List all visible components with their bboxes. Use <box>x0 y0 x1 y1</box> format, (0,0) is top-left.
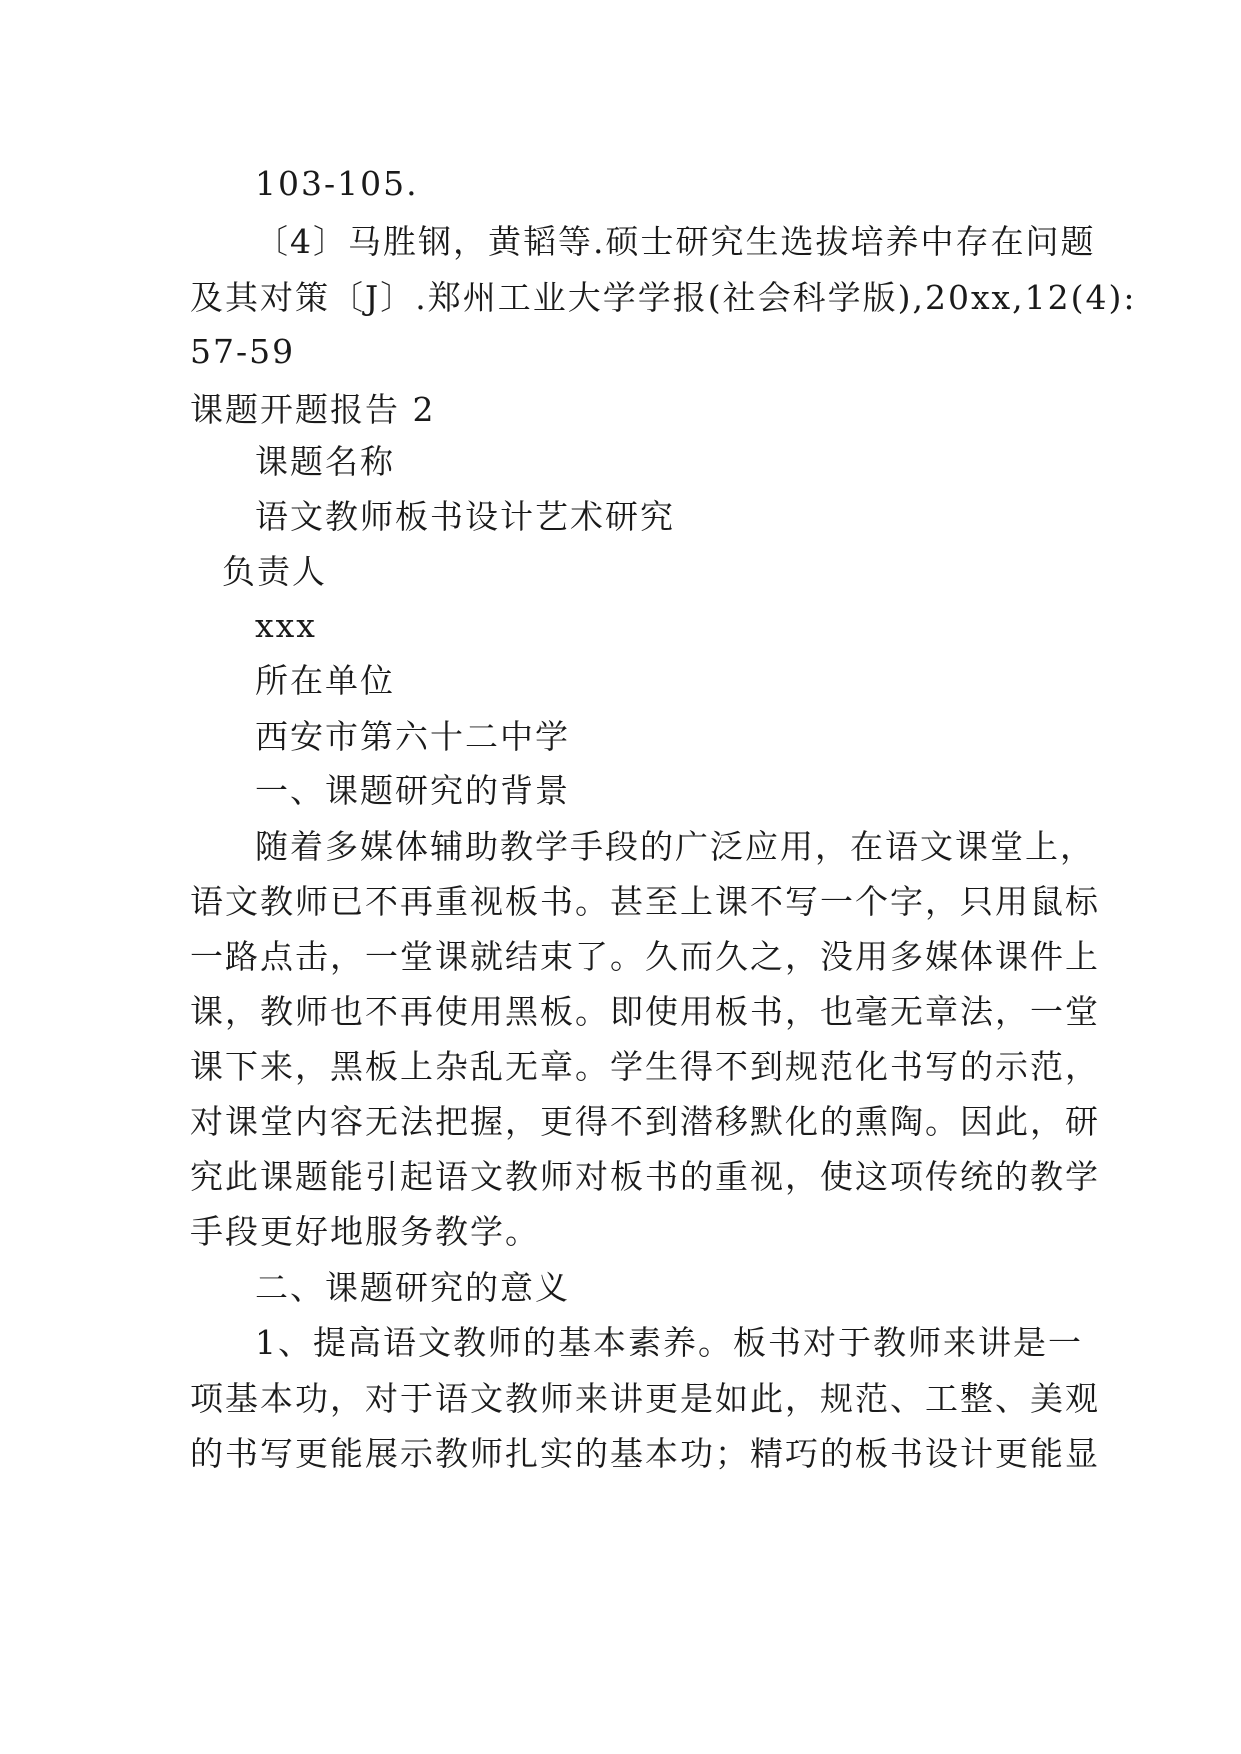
paragraph-line: 课下来，黑板上杂乱无章。学生得不到规范化书写的示范， <box>190 1047 1100 1086</box>
reference-entry-4: 〔4〕马胜钢，黄韬等.硕士研究生选拔培养中存在问题 <box>255 222 1096 261</box>
topic-name-value: 语文教师板书设计艺术研究 <box>255 497 675 536</box>
paragraph-line: 语文教师已不再重视板书。甚至上课不写一个字，只用鼠标 <box>190 882 1100 921</box>
topic-name-label: 课题名称 <box>255 442 395 481</box>
reference-entry-4-pages: 57-59 <box>190 332 296 371</box>
paragraph-line: 究此课题能引起语文教师对板书的重视，使这项传统的教学 <box>190 1157 1100 1196</box>
owner-value: xxx <box>255 606 317 645</box>
paragraph-line: 手段更好地服务教学。 <box>190 1212 540 1251</box>
section-heading-significance: 二、课题研究的意义 <box>255 1268 570 1307</box>
paragraph-line: 对课堂内容无法把握，更得不到潜移默化的熏陶。因此，研 <box>190 1102 1100 1141</box>
owner-label: 负责人 <box>222 552 327 591</box>
paragraph-line: 1、提高语文教师的基本素养。板书对于教师来讲是一 <box>255 1323 1083 1362</box>
report-title: 课题开题报告 2 <box>190 390 436 429</box>
paragraph-line: 项基本功，对于语文教师来讲更是如此，规范、工整、美观 <box>190 1379 1100 1418</box>
paragraph-line: 随着多媒体辅助教学手段的广泛应用，在语文课堂上， <box>255 827 1095 866</box>
unit-label: 所在单位 <box>255 661 395 700</box>
reference-page-range: 103-105. <box>255 164 419 203</box>
paragraph-line: 一路点击，一堂课就结束了。久而久之，没用多媒体课件上 <box>190 937 1100 976</box>
paragraph-line: 课，教师也不再使用黑板。即使用板书，也毫无章法，一堂 <box>190 992 1100 1031</box>
paragraph-line: 的书写更能展示教师扎实的基本功；精巧的板书设计更能显 <box>190 1434 1100 1473</box>
section-heading-background: 一、课题研究的背景 <box>255 771 570 810</box>
reference-entry-4-cont: 及其对策〔J〕.郑州工业大学学报(社会科学版),20xx,12(4): <box>190 278 1137 317</box>
unit-value: 西安市第六十二中学 <box>255 717 570 756</box>
